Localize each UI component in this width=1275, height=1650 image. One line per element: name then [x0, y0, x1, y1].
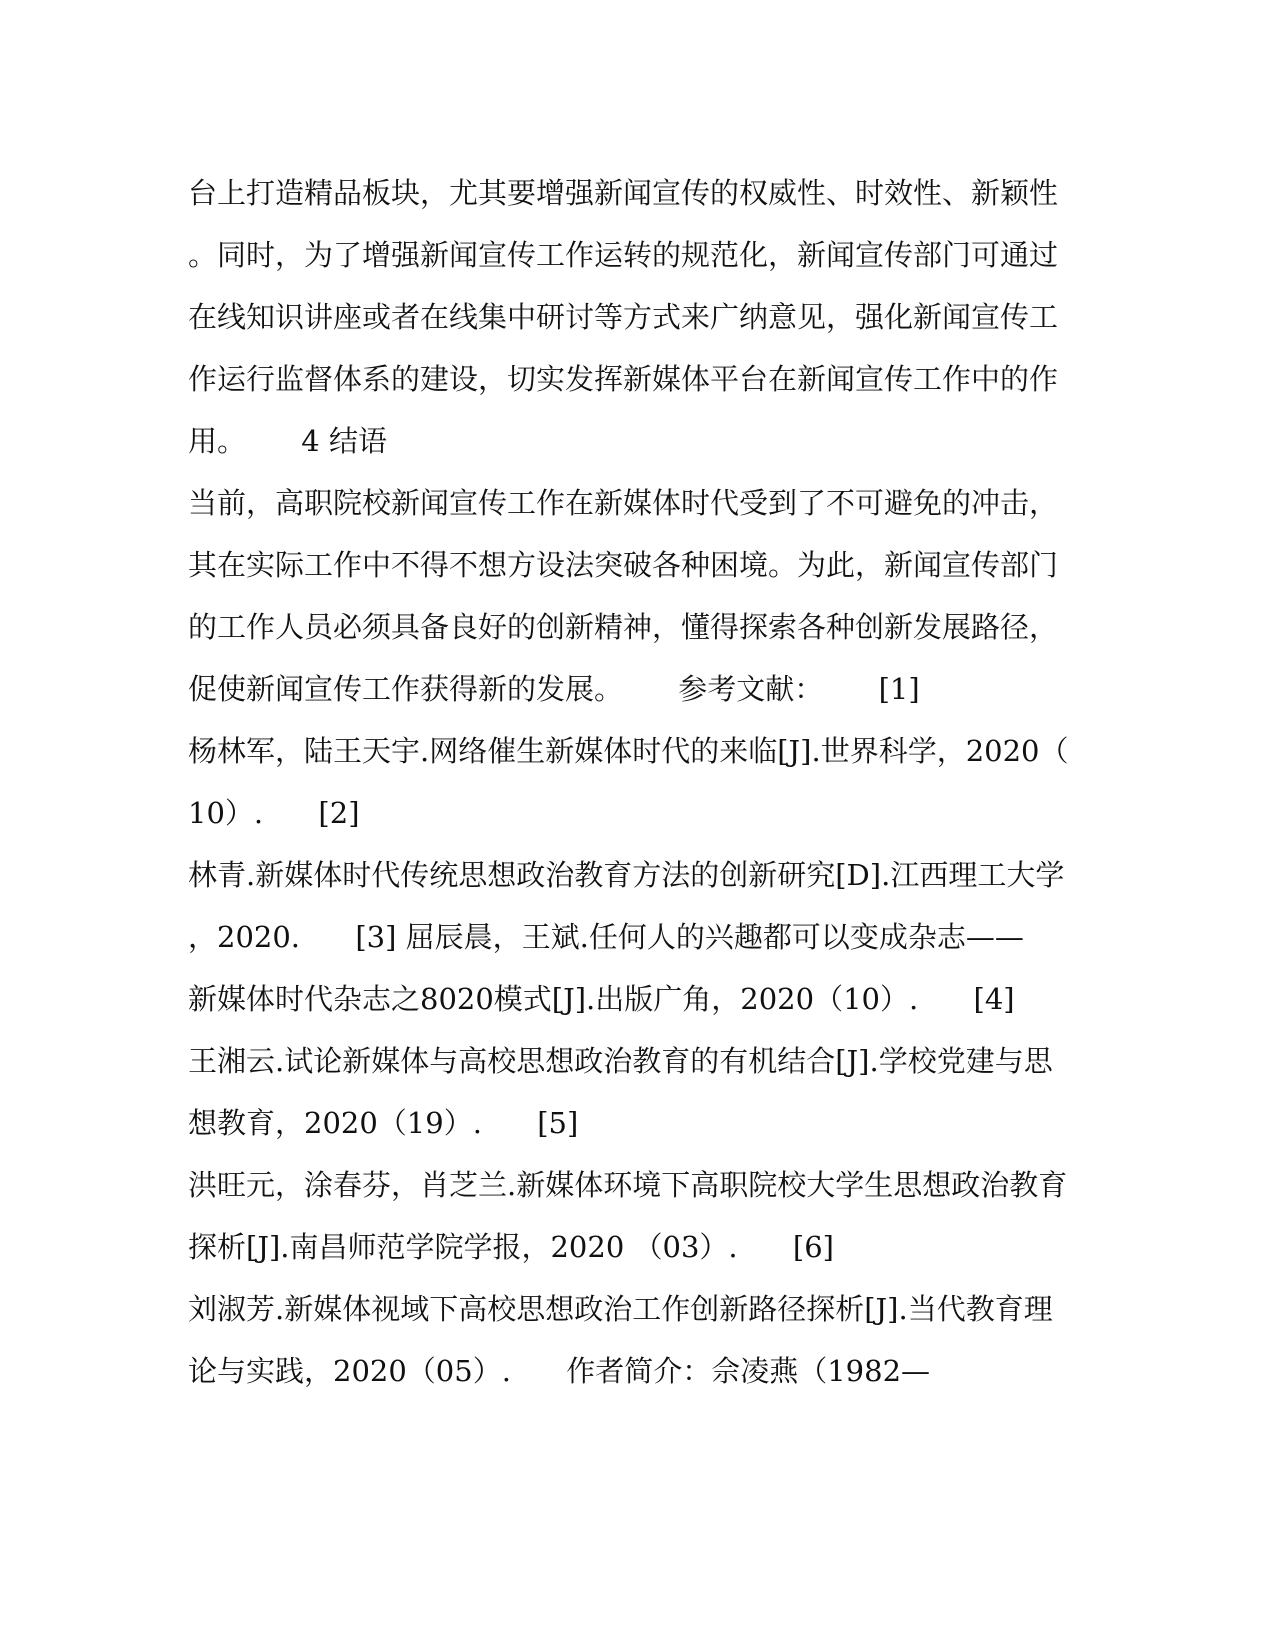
reference-line: 新媒体时代杂志之8020模式[J].出版广角，2020（10）. [4]	[188, 982, 1015, 1016]
reference-line: 林青.新媒体时代传统思想政治教育方法的创新研究[D].江西理工大学	[188, 858, 1065, 892]
reference-line: 杨林军，陆王天宇.网络催生新媒体时代的来临[J].世界科学，2020（	[188, 734, 1069, 768]
text-line: 在线知识讲座或者在线集中研讨等方式来广纳意见，强化新闻宣传工	[188, 300, 1059, 334]
reference-line: ，2020. [3] 屈辰晨，王斌.任何人的兴趣都可以变成杂志——	[188, 920, 1024, 954]
reference-line: 10）. [2]	[188, 796, 360, 830]
reference-line: 探析[J].南昌师范学院学报，2020 （03）. [6]	[188, 1230, 835, 1264]
text-line: 作运行监督体系的建设，切实发挥新媒体平台在新闻宣传工作中的作	[188, 362, 1059, 396]
reference-line: 王湘云.试论新媒体与高校思想政治教育的有机结合[J].学校党建与思	[188, 1044, 1053, 1078]
text-line: 。同时，为了增强新闻宣传工作运转的规范化，新闻宣传部门可通过	[188, 238, 1059, 272]
references-heading-line: 促使新闻宣传工作获得新的发展。 参考文献： [1]	[188, 672, 920, 706]
text-line: 其在实际工作中不得不想方设法突破各种困境。为此，新闻宣传部门	[188, 548, 1059, 582]
body-text	[188, 162, 1088, 1402]
author-intro-line: 论与实践，2020（05）. 作者简介：佘凌燕（1982—	[188, 1354, 931, 1388]
reference-line: 洪旺元，涂春芬，肖芝兰.新媒体环境下高职院校大学生思想政治教育	[188, 1168, 1068, 1202]
section-heading-line: 用。 4 结语	[188, 424, 387, 458]
text-line: 台上打造精品板块，尤其要增强新闻宣传的权威性、时效性、新颖性	[188, 176, 1059, 210]
reference-line: 刘淑芳.新媒体视域下高校思想政治工作创新路径探析[J].当代教育理	[188, 1292, 1053, 1326]
text-line: 当前，高职院校新闻宣传工作在新媒体时代受到了不可避免的冲击，	[188, 486, 1059, 520]
reference-line: 想教育，2020（19）. [5]	[188, 1106, 579, 1140]
text-line: 的工作人员必须具备良好的创新精神，懂得探索各种创新发展路径，	[188, 610, 1059, 644]
